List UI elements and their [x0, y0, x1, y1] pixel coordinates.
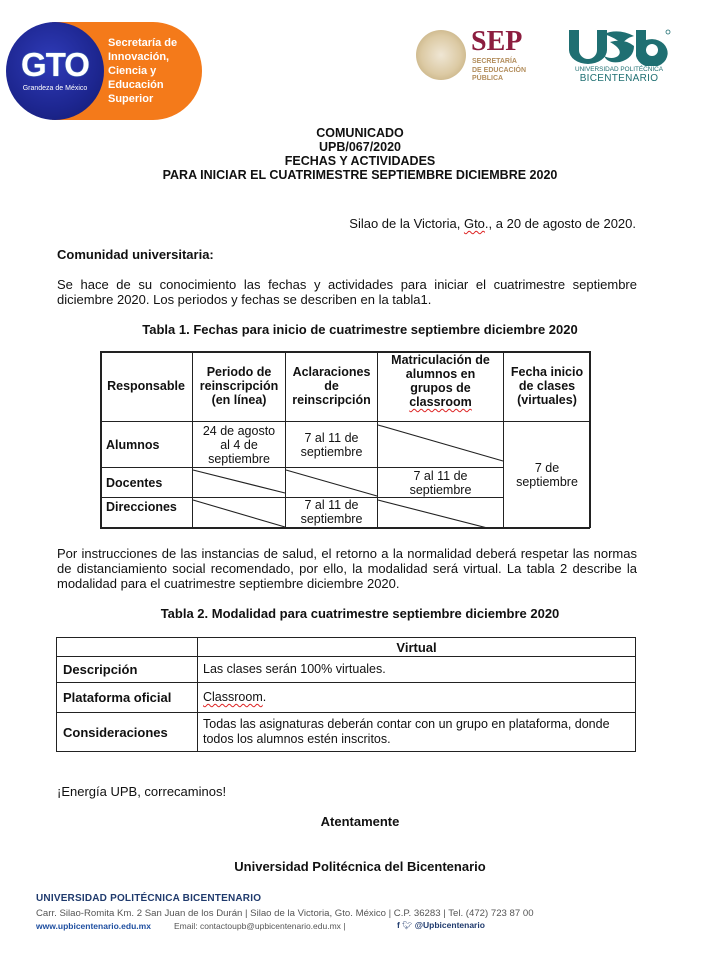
table1-cell-docentes-matriculacion	[378, 468, 503, 497]
spellcheck-flagged-word: classroom	[409, 395, 472, 409]
header-line: reinscripción	[292, 393, 371, 407]
cell-line: septiembre	[300, 512, 363, 526]
social-handle[interactable]: @Upbicentenario	[414, 920, 485, 930]
sep-subtitle-line: PÚBLICA	[472, 75, 504, 82]
header-line: de	[324, 379, 339, 393]
doc-title-line: FECHAS Y ACTIVIDADES	[284, 154, 436, 168]
upb-logo-subtitle: UNIVERSIDAD POLITÉCNICA	[574, 66, 664, 73]
cell-line: al 4 de	[220, 437, 258, 452]
header-line: de clases	[518, 379, 576, 393]
footer-website-link[interactable]: www.upbicentenario.edu.mx	[36, 921, 151, 931]
table1-header-responsable: Responsable	[107, 379, 185, 393]
header-line: Periodo de	[206, 365, 272, 379]
cell-line: 7 al 11 de	[413, 468, 468, 483]
gto-text-line: Secretaría de	[108, 37, 178, 49]
gto-text-line: Innovación,	[108, 51, 170, 63]
empty-cell-diagonal	[286, 470, 377, 496]
gto-logo-text	[108, 36, 200, 106]
sep-logo-subtitle	[472, 58, 526, 84]
footer-social	[397, 920, 485, 930]
spellcheck-flagged-word: Classroom	[203, 690, 263, 704]
doc-title-line: PARA INICIAR EL CUATRIMESTRE SEPTIEMBRE DICIEMBRE 2020	[162, 168, 558, 182]
paragraph-line: Se hace de su conocimiento las fechas y actividades para iniciar el cuatrimestre septiembre	[57, 277, 637, 292]
empty-cell-diagonal	[193, 470, 285, 493]
sep-logo-title: SEP	[471, 26, 523, 57]
place-date	[349, 216, 636, 231]
upb-logo-subtitle-2: BICENTENARIO	[579, 73, 659, 84]
gto-text-line: Ciencia y	[108, 65, 157, 77]
table1-header-fecha-inicio	[504, 351, 590, 421]
header-line: reinscripción	[199, 379, 279, 393]
sep-subtitle-line: DE EDUCACIÓN	[472, 66, 527, 74]
table1	[100, 351, 590, 528]
cell-line: 7 al 11 de	[304, 430, 359, 445]
table1-header-periodo	[193, 351, 285, 421]
gto-logo-mark: GTO	[21, 46, 89, 83]
paragraph-line: Por instrucciones de las instancias de salud, el retorno a la normalidad deberá respetar las normas	[57, 546, 637, 561]
footer-institution-name: UNIVERSIDAD POLITÉCNICA BICENTENARIO	[36, 893, 262, 904]
salutation: Comunidad universitaria:	[57, 247, 214, 262]
table2-row-value	[203, 683, 629, 712]
header-line: (virtuales)	[517, 393, 577, 407]
signature: Universidad Politécnica del Bicentenario	[234, 859, 486, 874]
place-date-text: Silao de la Victoria,	[349, 216, 464, 231]
cell-line: 7 al 11 de	[304, 498, 359, 512]
value-text: .	[262, 690, 267, 704]
footer-address: Carr. Silao-Romita Km. 2 San Juan de los Durán | Silao de la Victoria, Gto. México | C.P. 36283 | Tel. (472) 723 87 00	[36, 908, 534, 919]
header-line: Fecha inicio	[510, 365, 584, 379]
doc-code: UPB/067/2020	[318, 140, 401, 154]
table2-caption: Tabla 2. Modalidad para cuatrimestre septiembre diciembre 2020	[160, 606, 560, 621]
table1-header-aclaraciones	[286, 351, 377, 421]
header-line: grupos de	[410, 381, 471, 395]
header-line: Aclaraciones	[292, 365, 371, 379]
cell-line: septiembre	[300, 444, 363, 459]
gto-text-line: Superior	[108, 93, 154, 105]
header-line: alumnos en	[405, 367, 476, 381]
paragraph-line: de distanciamiento social recomendado, por ello, la modalidad será virtual. La tabla 2 describe la	[57, 561, 637, 576]
table2-row-value: Las clases serán 100% virtuales.	[203, 662, 386, 676]
place-date-text: ., a 20 de agosto de 2020.	[484, 216, 636, 231]
doc-title-line: COMUNICADO	[316, 126, 404, 140]
header-line: Matriculación de	[391, 353, 490, 367]
table1-row-label-direcciones: Direcciones	[106, 500, 177, 514]
table2-row-label: Descripción	[63, 662, 138, 677]
table1-cell-fecha-inicio	[504, 422, 590, 528]
closing-regards: Atentamente	[320, 814, 400, 829]
table2-row-value	[203, 713, 629, 751]
facebook-icon[interactable]: f	[397, 920, 400, 930]
header-line: (en línea)	[211, 393, 267, 407]
closing-motto: ¡Energía UPB, correcaminos!	[57, 784, 227, 799]
table2-row-label: Plataforma oficial	[63, 690, 172, 705]
gto-logo-tagline: Grandeza de México	[22, 85, 88, 92]
cell-line: septiembre	[208, 451, 270, 466]
twitter-icon[interactable]: 🐦︎	[402, 921, 413, 930]
table1-header-matriculacion	[378, 351, 503, 421]
empty-cell-diagonal	[378, 425, 503, 461]
empty-cell-diagonal	[378, 500, 503, 528]
empty-cell-diagonal	[193, 500, 285, 527]
table1-cell-alumnos-periodo	[193, 422, 285, 467]
table1-cell-direcciones-aclaraciones	[286, 498, 377, 528]
cell-line: septiembre	[409, 482, 472, 497]
paragraph-line: diciembre 2020. Los periodos y fechas se describen en la tabla1.	[57, 292, 432, 307]
value-line: todos los alumnos estén inscritos.	[203, 732, 391, 746]
paragraph-line: modalidad para el cuatrimestre septiembre diciembre 2020.	[57, 576, 400, 591]
value-line: Todas las asignaturas deberán contar con un grupo en plataforma, donde	[203, 717, 610, 731]
gto-text-line: Educación	[108, 79, 164, 91]
table1-row-label-docentes: Docentes	[106, 475, 163, 490]
table2-header-virtual: Virtual	[396, 639, 437, 655]
table2-row-label: Consideraciones	[63, 724, 168, 740]
table1-caption: Tabla 1. Fechas para inicio de cuatrimestre septiembre diciembre 2020	[142, 322, 578, 337]
sep-subtitle-line: SECRETARÍA	[472, 58, 517, 65]
upb-logo-mark-icon	[566, 28, 672, 66]
mexico-seal-icon	[416, 30, 466, 80]
spellcheck-flagged-word: Gto	[463, 216, 485, 231]
footer-email[interactable]: Email: contactoupb@upbicentenario.edu.mx |	[174, 921, 346, 931]
table2	[56, 637, 636, 752]
cell-line: 7 de	[534, 461, 560, 475]
table1-row-label-alumnos: Alumnos	[106, 437, 160, 452]
cell-line: septiembre	[516, 475, 578, 489]
cell-line: 24 de agosto	[202, 423, 276, 438]
table1-cell-alumnos-aclaraciones	[286, 422, 377, 467]
